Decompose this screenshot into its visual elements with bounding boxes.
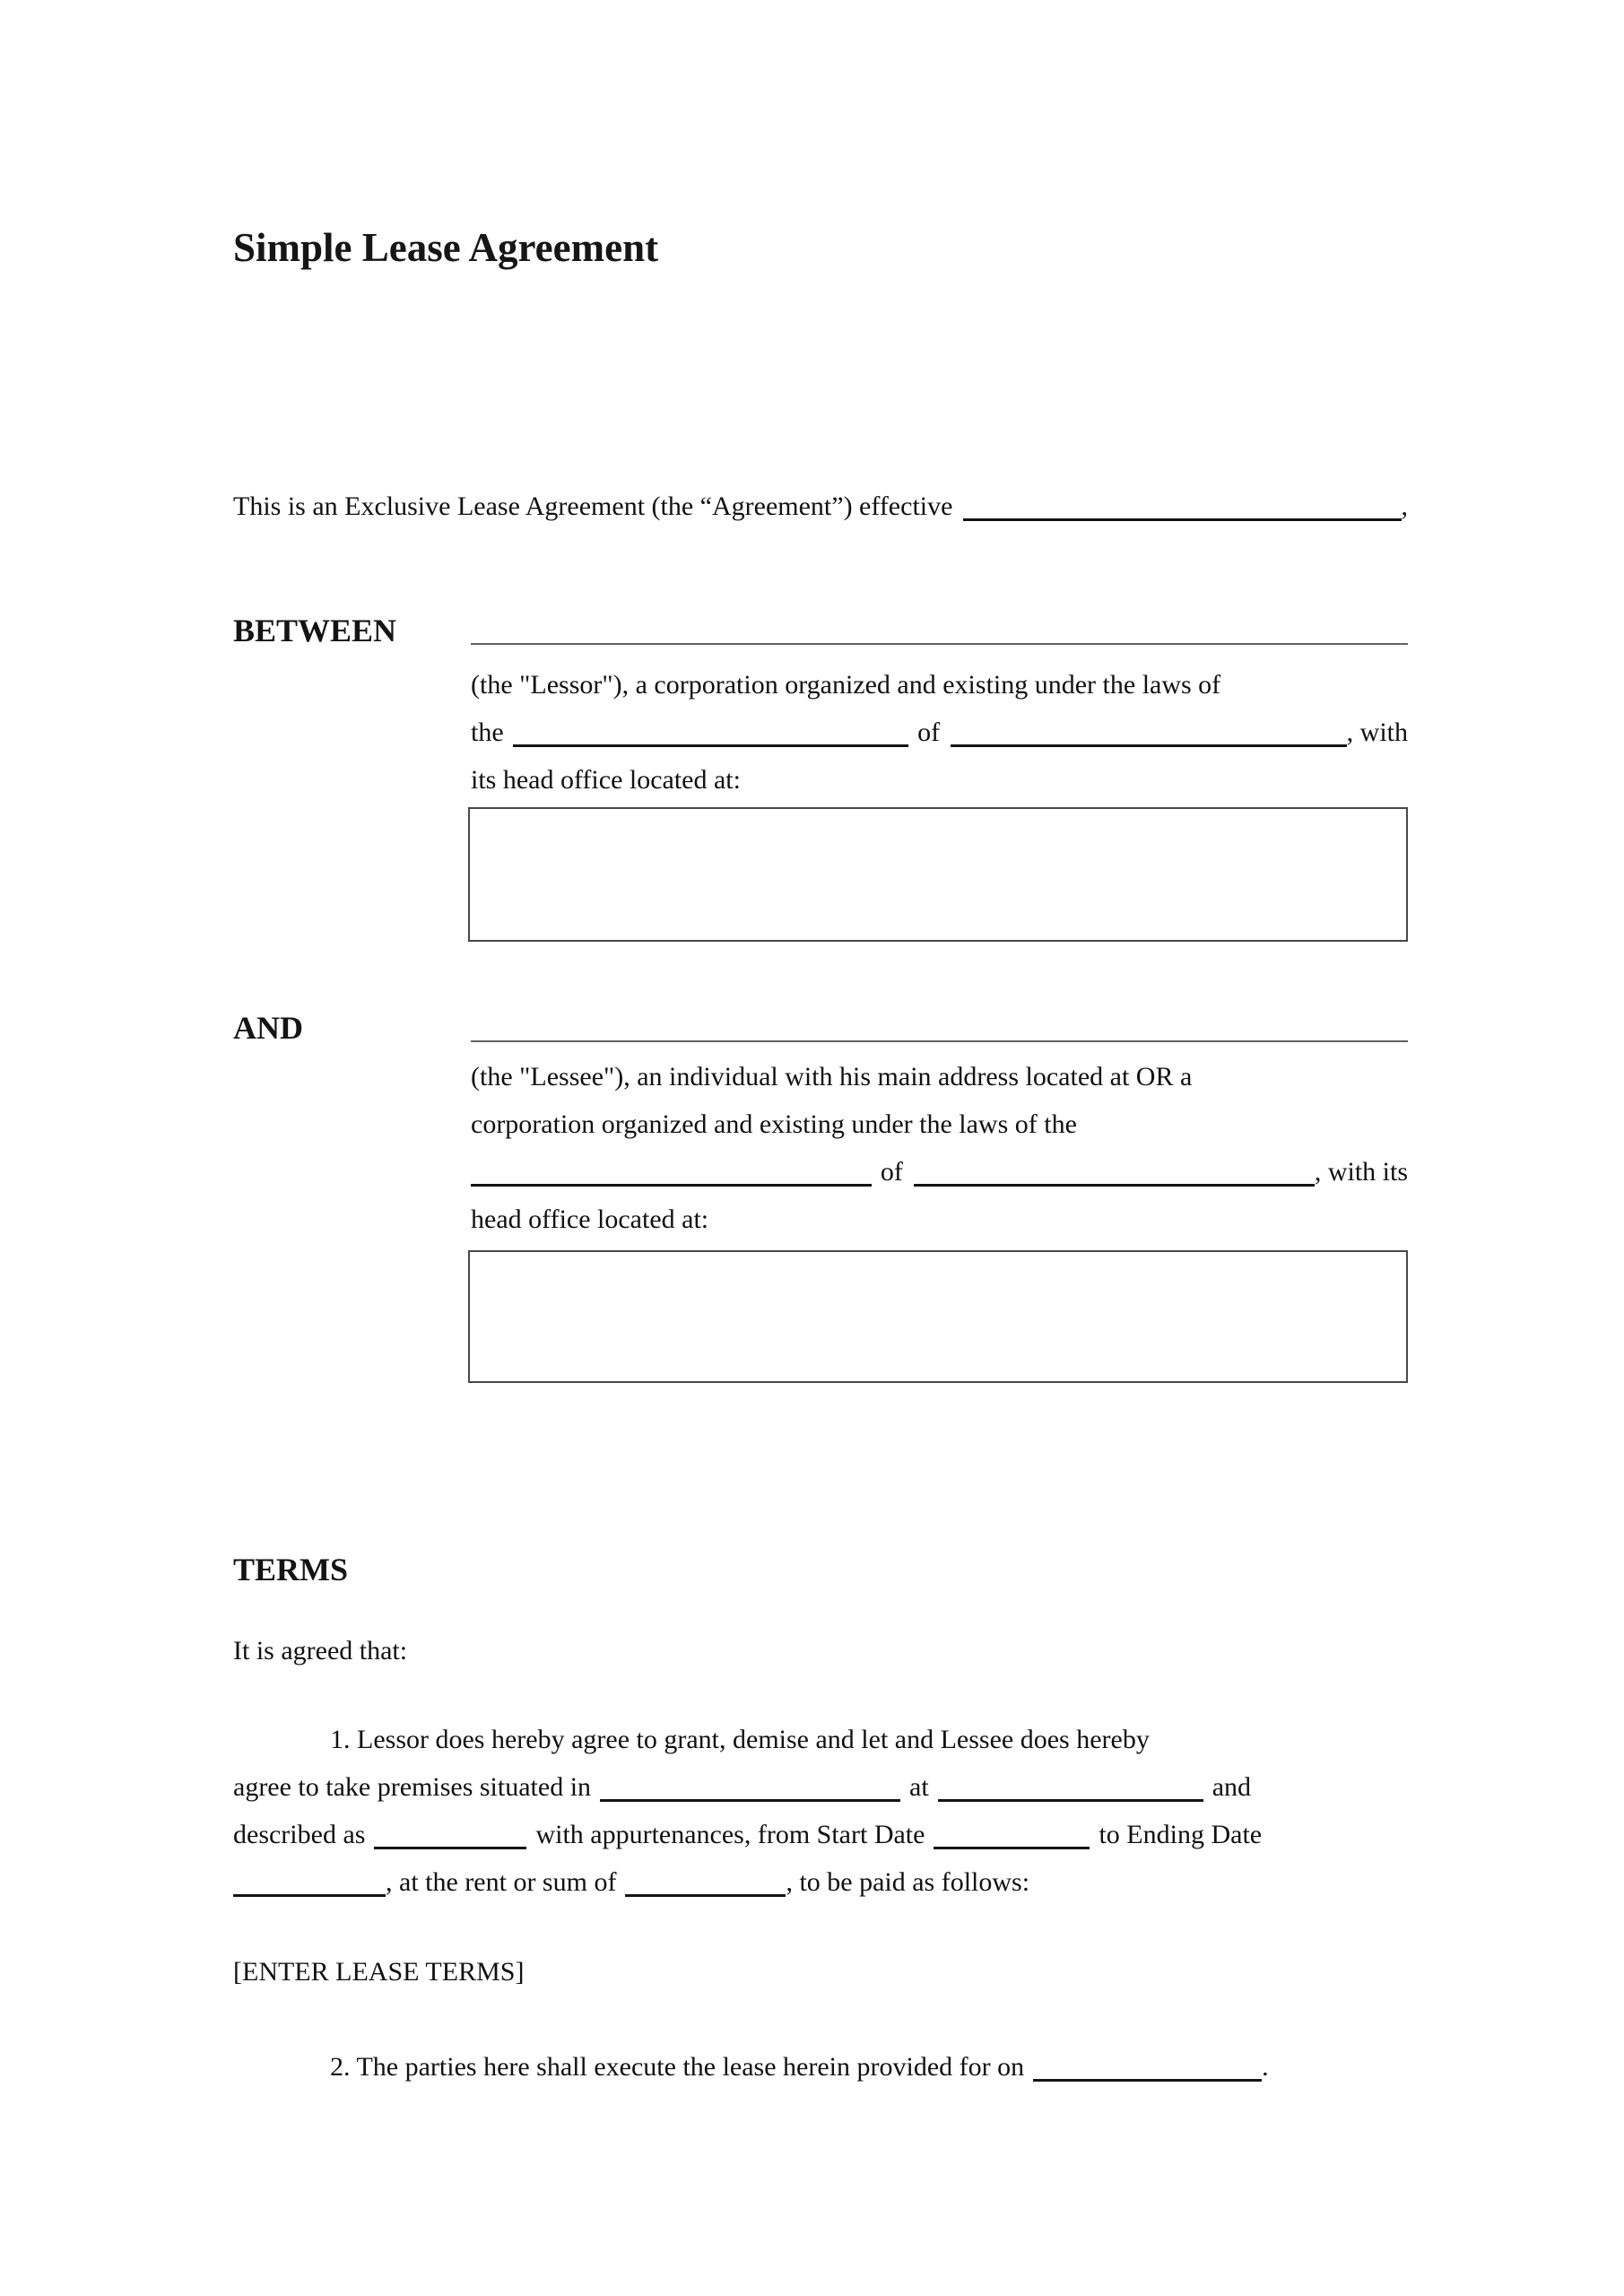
and-label: AND — [233, 1010, 303, 1046]
clause1-line2 — [233, 1763, 1408, 1811]
ending-date-blank[interactable] — [233, 1870, 386, 1897]
lessor-line2 — [471, 709, 1408, 756]
lessee-address-box[interactable] — [468, 1250, 1408, 1383]
effective-date-blank[interactable] — [963, 510, 1401, 521]
clause1-line4-text2: , to be paid as follows: — [786, 1867, 1030, 1897]
clause1-line2-text2: at — [909, 1772, 929, 1802]
clause1-line2-text1: agree to take premises situated in — [233, 1772, 592, 1802]
clause1-line2-text3: and — [1211, 1772, 1252, 1802]
enter-lease-terms-placeholder: [ENTER LEASE TERMS] — [233, 1957, 525, 1987]
clause-1 — [233, 1716, 1408, 1906]
lessor-line1: (the "Lessor"), a corporation organized and existing under the laws of — [471, 670, 1221, 700]
lessor-line2-the: the — [471, 718, 504, 747]
lessee-line1: (the "Lessee"), an individual with his main address located at OR a — [471, 1062, 1193, 1091]
clause1-line4 — [233, 1858, 1408, 1906]
premises-location-blank[interactable] — [600, 1775, 900, 1802]
lessor-line3: its head office located at: — [471, 765, 741, 795]
clause1-line3-text3: to Ending Date — [1099, 1820, 1263, 1849]
terms-label: TERMS — [233, 1552, 349, 1587]
premises-at-blank[interactable] — [938, 1775, 1203, 1802]
clause1-line1: 1. Lessor does hereby agree to grant, demise and let and Lessee does hereby — [330, 1725, 1150, 1754]
clause1-line4-text1: , at the rent or sum of — [386, 1867, 617, 1897]
lessor-address-box[interactable] — [468, 807, 1408, 942]
lessee-paragraph — [471, 1053, 1408, 1243]
lessor-jurisdiction-blank[interactable] — [513, 736, 909, 747]
premises-description-blank[interactable] — [374, 1822, 526, 1849]
intro-text: This is an Exclusive Lease Agreement (the “Agreement”) effective — [233, 491, 953, 521]
intro-paragraph — [233, 483, 1408, 530]
lessee-line2: corporation organized and existing under the laws of the — [471, 1109, 1077, 1139]
between-row — [233, 613, 1408, 648]
terms-lead: It is agreed that: — [233, 1636, 408, 1665]
lessor-region-blank[interactable] — [951, 736, 1347, 747]
lessee-line3-with: , with its — [1314, 1157, 1408, 1187]
clause1-line3 — [233, 1811, 1408, 1858]
and-row — [233, 1010, 1408, 1046]
between-label: BETWEEN — [233, 613, 397, 648]
lessee-region-blank[interactable] — [914, 1176, 1315, 1187]
lessee-jurisdiction-blank[interactable] — [471, 1176, 872, 1187]
intro-text-comma: , — [1401, 491, 1408, 521]
clause-2 — [233, 2043, 1408, 2091]
lessee-name-line[interactable] — [471, 1040, 1408, 1042]
document-title: Simple Lease Agreement — [233, 225, 659, 270]
rent-sum-blank[interactable] — [625, 1870, 786, 1897]
lessor-name-line[interactable] — [471, 643, 1408, 645]
clause1-line3-text1: described as — [233, 1820, 366, 1849]
clause1-line3-text2: with appurtenances, from Start Date — [535, 1820, 925, 1849]
clause2-period: . — [1262, 2052, 1269, 2082]
lessee-line3 — [471, 1148, 1408, 1196]
execution-date-blank[interactable] — [1033, 2055, 1262, 2082]
lessee-line4: head office located at: — [471, 1205, 709, 1234]
lessor-line2-with: , with — [1346, 718, 1408, 747]
lessee-line3-of: of — [880, 1157, 903, 1187]
lessor-line2-of: of — [917, 718, 941, 747]
start-date-blank[interactable] — [934, 1822, 1090, 1849]
clause2-text: 2. The parties here shall execute the lease herein provided for on — [330, 2052, 1025, 2082]
lessor-paragraph — [471, 661, 1408, 804]
